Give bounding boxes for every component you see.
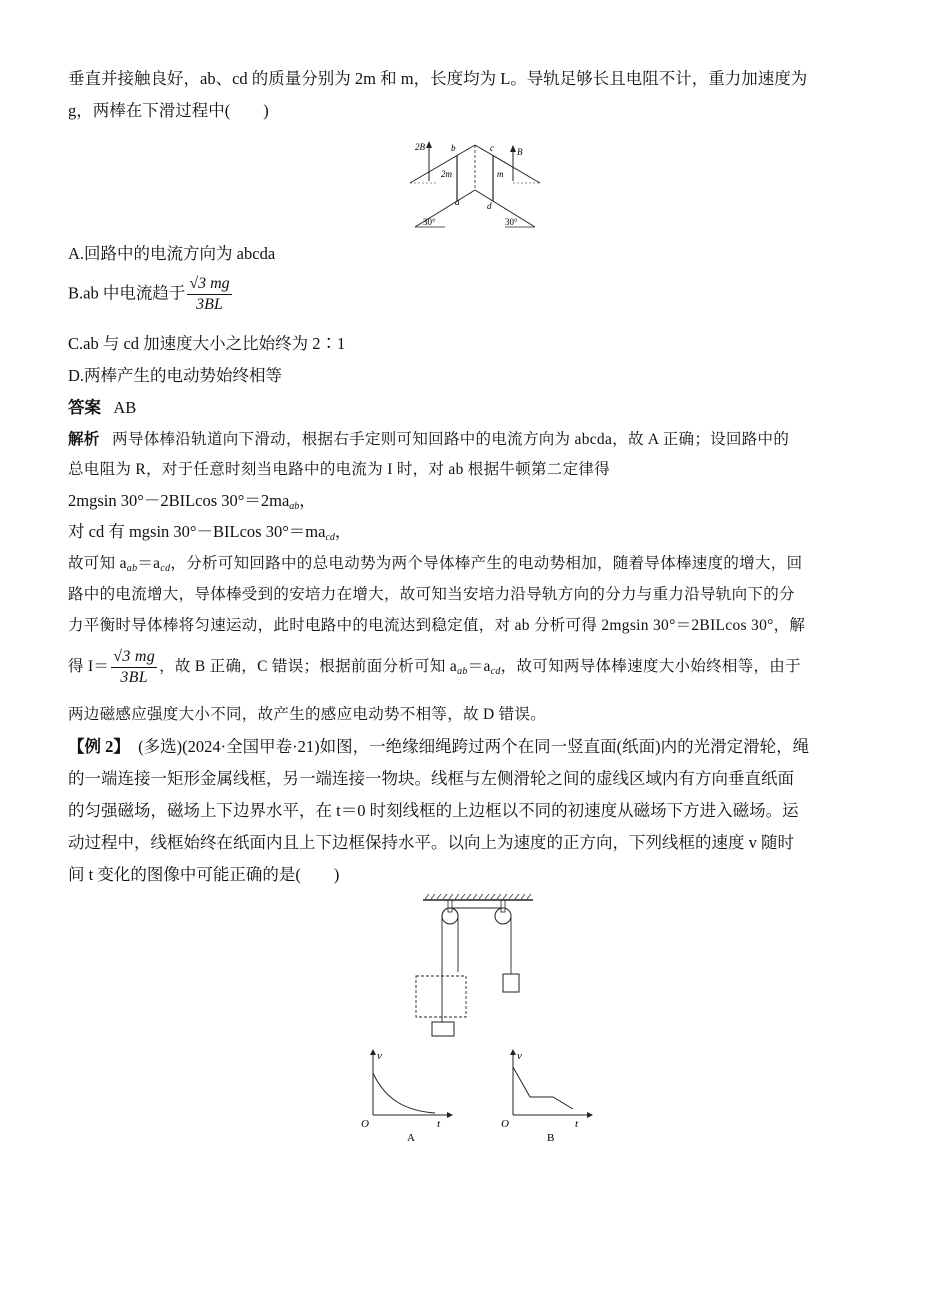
rails-figure	[405, 135, 545, 235]
q2-line2: 的一端连接一矩形金属线框，另一端连接一物块。线框与左侧滑轮之间的虚线区域内有方向垂直纸面	[68, 769, 794, 788]
label-d: d	[487, 201, 492, 211]
graph-b-v-label: v	[517, 1050, 522, 1062]
l8-a: 得 I＝	[68, 658, 110, 676]
label-angle-right: 30°	[505, 217, 518, 227]
analysis-label: 解析	[68, 431, 100, 448]
graph-a-curve	[373, 1073, 435, 1113]
option-b	[68, 274, 883, 315]
label-b: b	[451, 143, 456, 153]
l8-numerator: √3 mg	[111, 647, 157, 668]
label-a: a	[455, 197, 460, 207]
analysis-text-1: 两导体棒沿轨道向下滑动，根据右手定则可知回路中的电流方向为 abcda，故 A 正确；设回路中的	[112, 431, 790, 448]
analysis-line8	[68, 647, 883, 688]
l5-a: 故可知 a	[68, 555, 127, 572]
option-d: D.两棒产生的电动势始终相等	[68, 366, 283, 385]
graph-b-curve	[513, 1067, 573, 1109]
graph-a-caption: A	[407, 1132, 415, 1144]
l5-c: ，分析可知回路中的总电动势为两个导体棒产生的电动势相加，随着导体棒速度的增大，回	[170, 555, 803, 572]
label-2B: 2B	[415, 142, 425, 152]
answer-line	[68, 393, 883, 422]
l8-sub2: cd	[490, 666, 501, 678]
analysis-line2: 总电阻为 R，对于任意时刻当电路中的电流为 I 时，对 ab 根据牛顿第二定律得	[68, 461, 611, 478]
l8-d: ，故可知两导体棒速度大小始终相等，由于	[500, 658, 801, 676]
option-b-denominator: 3BL	[196, 296, 223, 313]
l8-sub1: ab	[457, 666, 468, 678]
graph-b	[495, 1045, 595, 1145]
graph-a-origin: O	[361, 1118, 369, 1130]
analysis-line9: 两边磁感应强度大小不同，故产生的感应电动势不相等，故 D 错误。	[68, 706, 547, 723]
label-B: B	[517, 147, 523, 157]
label-m: m	[497, 169, 504, 179]
q1-intro-line1: 垂直并接触良好，ab、cd 的质量分别为 2m 和 m，长度均为 L。导轨足够长且电阻不计，重力加速度为	[68, 69, 808, 88]
q2-label: 【例 2】	[68, 737, 130, 756]
option-b-prefix: B.ab 中电流趋于	[68, 283, 186, 303]
eq1-sub: ab	[289, 501, 300, 512]
eq1-end: ，	[299, 491, 316, 510]
graph-b-origin: O	[501, 1118, 509, 1130]
option-c: C.ab 与 cd 加速度大小之比始终为 2∶1	[68, 334, 346, 353]
answer-label: 答案	[68, 398, 101, 417]
l8-c: ＝a	[467, 658, 491, 676]
graph-a	[355, 1045, 455, 1145]
l5-b: ＝a	[137, 555, 161, 572]
graph-b-t-label: t	[575, 1118, 579, 1130]
analysis-line6: 路中的电流增大，导体棒受到的安培力在增大，故可知当安培力沿导轨方向的分力与重力沿导轨向下的分	[68, 586, 795, 603]
q2-line1	[68, 732, 883, 761]
q2-line4: 动过程中，线框始终在纸面内且上下边框保持水平。以向上为速度的正方向，下列线框的速度 v 随时	[68, 833, 794, 852]
analysis-line7: 力平衡时导体棒将匀速运动，此时电路中的电流达到稳定值，对 ab 分析可得 2mgsin 30°＝2BILcos 30°，解	[68, 617, 806, 634]
answer-value: AB	[113, 398, 137, 417]
eq2-end: ，	[334, 522, 352, 541]
graph-b-caption: B	[547, 1132, 555, 1144]
q1-intro-line2: g，两棒在下滑过程中( )	[68, 101, 269, 120]
eq1-main: 2mgsin 30°－2BILcos 30°＝2ma	[68, 491, 290, 510]
option-a: A.回路中的电流方向为 abcda	[68, 244, 276, 263]
eq2-sub: cd	[325, 532, 335, 543]
eq2-main: 对 cd 有 mgsin 30°－BILcos 30°＝ma	[68, 522, 326, 541]
label-2m: 2m	[441, 169, 452, 179]
graph-a-t-label: t	[437, 1118, 441, 1130]
l5-sub1: ab	[126, 563, 138, 574]
analysis-line5	[68, 549, 883, 583]
equation-1	[68, 486, 883, 521]
l5-sub2: cd	[160, 563, 171, 574]
option-b-numerator: √3 mg	[187, 274, 231, 295]
l8-b: ，故 B 正确，C 错误；根据前面分析可知 a	[159, 658, 458, 676]
label-c: c	[490, 143, 494, 153]
q2-line1-text: (多选)(2024·全国甲卷·21)如图，一绝缘细绳跨过两个在同一竖直面(纸面)内的光滑定滑轮，绳	[138, 737, 810, 756]
q2-line5: 间 t 变化的图像中可能正确的是( )	[68, 865, 340, 884]
l8-denominator: 3BL	[120, 669, 148, 686]
analysis-line1	[68, 425, 883, 454]
pulley-figure	[405, 892, 545, 1042]
equation-2	[68, 517, 883, 552]
q2-line3: 的匀强磁场，磁场上下边界水平，在 t＝0 时刻线框的上边框以不同的初速度从磁场下方进入磁场。运	[68, 801, 799, 820]
graph-a-v-label: v	[377, 1050, 382, 1062]
label-angle-left: 30°	[423, 217, 436, 227]
